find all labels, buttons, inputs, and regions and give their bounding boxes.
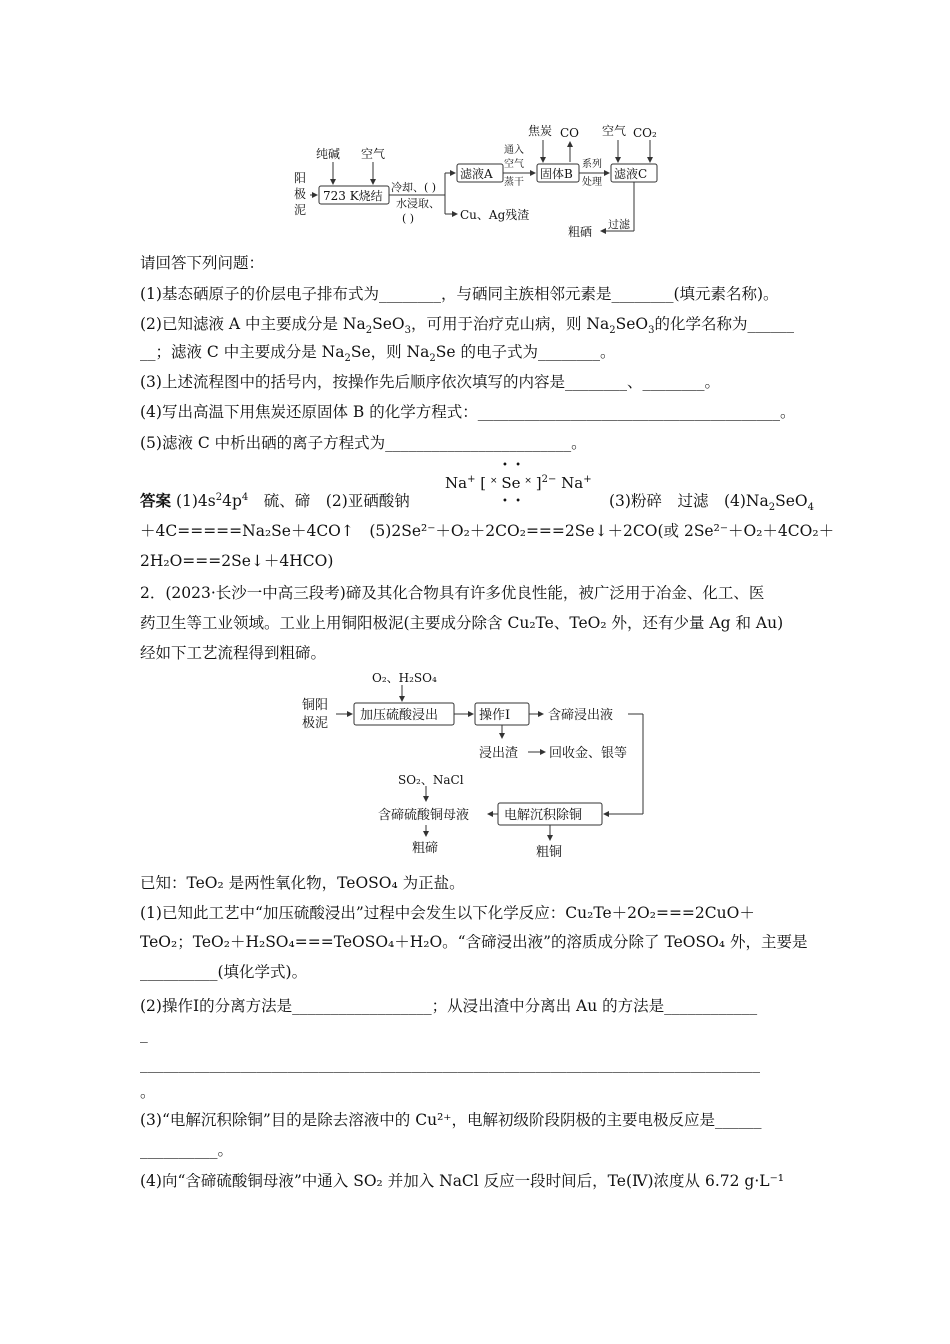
answer-a3-sub1: 2 xyxy=(768,502,776,514)
na-right: Na xyxy=(561,474,584,492)
label-jini: 极泥 xyxy=(302,716,329,731)
se-bracket: [ ˟ Se ˟ ] xyxy=(480,474,542,492)
q2-sub2b: _ xyxy=(140,1025,148,1043)
q1-part2a-t4: SeO xyxy=(615,315,649,333)
q1-part2b-t3: Se 的电子式为________。 xyxy=(435,343,616,361)
label-guolv: 过滤 xyxy=(608,218,630,231)
q1-part2b-sub1: 2 xyxy=(344,353,351,365)
q1-part2a xyxy=(140,314,812,337)
label-so2-nacl: SO₂、NaCl xyxy=(398,773,464,787)
answer-a3 xyxy=(609,491,814,514)
q1-part5: (5)滤液 C 中析出硒的离子方程式为________________________。 xyxy=(140,434,587,452)
box-solid-b: 固体B xyxy=(540,167,573,181)
q2-known: 已知：TeO₂ 是两性氧化物，TeOSO₄ 为正盐。 xyxy=(140,874,465,892)
q1-part2b-t1: __；滤液 C 中主要成分是 Na xyxy=(140,343,345,361)
answer-a3-sub2: 4 xyxy=(807,502,814,514)
label-mother-liquor: 含碲硫酸铜母液 xyxy=(378,808,470,823)
box-operation-1: 操作Ⅰ xyxy=(479,708,511,723)
label-co2: CO₂ xyxy=(633,126,657,140)
label-tongru: 通入 xyxy=(504,145,524,156)
na-left-plus: + xyxy=(467,474,476,485)
label-slag: 浸出渣 xyxy=(479,746,519,761)
label-air2: 空气 xyxy=(504,159,524,170)
label-jiaotan: 焦炭 xyxy=(528,124,553,138)
q1-part2a-sub1: 2 xyxy=(365,325,373,337)
answer-a3-t1: (3)粉碎 过滤 (4)Na xyxy=(609,492,769,510)
label-cool: 冷却、( ) xyxy=(391,181,437,194)
q1-part2a-t5: 的化学名称为______ xyxy=(654,315,794,333)
label-cuxi: 粗硒 xyxy=(568,225,593,239)
q2-sub1b: TeO₂；TeO₂＋H₂SO₄===TeOSO₄＋H₂O。“含碲浸出液”的溶质成分除了 TeOSO₄ 外，主要是 xyxy=(140,933,808,951)
box-sinter: 723 K烧结 xyxy=(323,189,383,203)
label-recover: 回收金、银等 xyxy=(549,746,628,761)
label-chunjian: 纯碱 xyxy=(316,147,341,161)
label-xilie: 系列 xyxy=(582,159,602,170)
q2-sub3a: (3)“电解沉积除铜”目的是除去溶液中的 Cu²⁺，电解初级阶段阴极的主要电极反应是______ xyxy=(140,1111,762,1129)
se-dots-top: • • xyxy=(502,460,523,471)
na-right-plus: + xyxy=(583,474,592,485)
q1-part3: (3)上述流程图中的括号内，按操作先后顺序依次填写的内容是________、________。 xyxy=(140,373,720,391)
label-zhenggan: 蒸干 xyxy=(504,177,524,188)
q2-sub2c: ________________________________________________________________________________ xyxy=(140,1055,760,1073)
se-dots-bottom: • • xyxy=(502,496,523,507)
q2-intro3: 经如下工艺流程得到粗碲。 xyxy=(140,644,327,662)
answer-a1: (1)4s xyxy=(175,492,216,510)
box-electro: 电解沉积除铜 xyxy=(504,808,583,823)
q2-sub3b: __________。 xyxy=(140,1141,234,1159)
selenium-flowchart xyxy=(290,118,670,243)
se-charge: 2− xyxy=(541,474,557,485)
q2-sub4: (4)向“含碲硫酸铜母液”中通入 SO₂ 并加入 NaCl 反应一段时间后，Te(Ⅳ)浓度从 6.72 g·L⁻¹ xyxy=(140,1172,784,1190)
label-crude-cu: 粗铜 xyxy=(536,845,563,860)
q1-part2a-sub3: 2 xyxy=(609,325,616,337)
label-yang: 阳 xyxy=(294,171,307,185)
q2-intro1: 2．(2023·长沙一中高三段考)碲及其化合物具有许多优良性能，被广泛用于冶金、化工、医 xyxy=(140,584,765,602)
q2-sub1a: (1)已知此工艺中“加压硫酸浸出”过程中会发生以下化学反应：Cu₂Te＋2O₂===2CuO＋ xyxy=(140,904,755,922)
q2-sub2a: (2)操作Ⅰ的分离方法是__________________；从浸出渣中分离出 Au 的方法是____________ xyxy=(140,997,758,1015)
q1-part2b-t2: Se，则 Na xyxy=(350,343,430,361)
q1-part2a-t1: (2)已知滤液 A 中主要成分是 Na xyxy=(140,315,366,333)
q1-part1: (1)基态硒原子的价层电子排布式为________，与硒同主族相邻元素是________(填元素名称)。 xyxy=(140,285,779,303)
q1-part2b xyxy=(140,342,812,365)
label-residue: Cu、Ag残渣 xyxy=(460,208,530,222)
tellurium-flowchart xyxy=(298,668,658,863)
answer-a1-sup2: 4 xyxy=(241,491,249,503)
label-ji: 极 xyxy=(294,187,307,201)
answer-line2: ＋4C=====Na₂Se＋4CO↑ (5)2Se²⁻＋O₂＋2CO₂===2Se↓＋2CO(或 2Se²⁻＋O₂＋4CO₂＋ xyxy=(140,522,835,540)
q1-intro: 请回答下列问题： xyxy=(140,254,265,272)
box-filtrate-a: 滤液A xyxy=(460,167,493,181)
label-chuli: 处理 xyxy=(582,177,602,188)
q1-part2b-sub2: 2 xyxy=(429,353,436,365)
q1-part2a-sub4: 3 xyxy=(648,325,655,337)
q1-part2a-sub2: 3 xyxy=(404,325,411,337)
label-ni: 泥 xyxy=(294,203,307,217)
q1-part4: (4)写出高温下用焦炭还原固体 B 的化学方程式：_______________________________________。 xyxy=(140,403,796,421)
label-paren: ( ) xyxy=(402,212,415,225)
answer-line3: 2H₂O===2Se↓＋4HCO) xyxy=(140,552,334,570)
answer-a1-b: 4p xyxy=(222,492,242,510)
label-tong: 铜阳 xyxy=(302,698,329,713)
q1-part2a-t3: ，可用于治疗克山病，则 Na xyxy=(411,315,610,333)
label-o2-h2so4: O₂、H₂SO₄ xyxy=(372,671,437,685)
answer-a1-c: 硫、碲 (2)亚硒酸钠 xyxy=(248,492,410,510)
label-crude-te: 粗碲 xyxy=(412,841,439,856)
answer-label: 答案 xyxy=(140,491,172,510)
label-leachate: 含碲浸出液 xyxy=(548,708,614,723)
q2-sub1c: __________(填化学式)。 xyxy=(140,963,308,981)
answer-a1-sup1: 2 xyxy=(215,491,223,503)
answer-a3-t2: SeO xyxy=(775,492,808,510)
label-water: 水浸取、 xyxy=(396,197,440,210)
label-kongqi: 空气 xyxy=(361,147,386,161)
q2-sub2d: 。 xyxy=(140,1083,156,1101)
electron-formula xyxy=(445,460,600,510)
q1-part2a-t2: SeO xyxy=(372,315,405,333)
box-leach: 加压硫酸浸出 xyxy=(360,708,439,723)
box-filtrate-c: 滤液C xyxy=(614,167,648,181)
label-co: CO xyxy=(560,126,580,140)
q2-intro2: 药卫生等工业领域。工业上用铜阳极泥(主要成分除含 Cu₂Te、TeO₂ 外，还有少量 Ag 和 Au) xyxy=(140,614,784,632)
na-left: Na xyxy=(445,474,468,492)
label-air3: 空气 xyxy=(602,124,627,138)
